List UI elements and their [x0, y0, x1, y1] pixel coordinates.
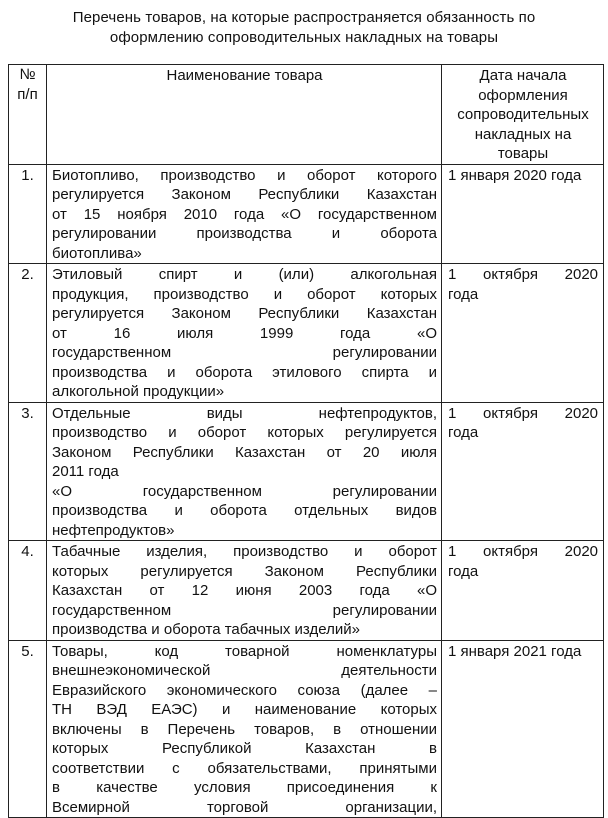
row-name-line: соответствии с обязательствами, принятыми: [52, 759, 437, 777]
table-row: [9, 541, 604, 641]
row-number: 5.: [9, 640, 47, 818]
row-name-line: производства и оборота табачных изделий»: [52, 621, 360, 638]
row-name-line: Табачные изделия, производство и оборот: [52, 543, 437, 560]
row-date-line: 1 января 2021 года: [448, 642, 582, 660]
row-name-line: производство и оборот которых регулируется: [52, 424, 437, 441]
header-date-line: сопроводительных: [457, 106, 589, 123]
row-date: [442, 402, 604, 541]
row-name-line: Отдельные виды нефтепродуктов,: [52, 404, 437, 422]
row-name-line: Евразийского экономического союза (далее –: [52, 681, 437, 699]
row-date-line: 1 октября 2020: [448, 543, 598, 560]
row-name-line: 2011 года: [52, 463, 119, 480]
header-date: [442, 65, 604, 165]
row-name-line: производства и оборота отдельных видов: [52, 502, 437, 519]
header-date-line: товары: [497, 145, 549, 162]
row-date: [442, 264, 604, 403]
header-number-line-1: №: [19, 66, 36, 83]
row-date-line: 1 октября 2020: [448, 404, 598, 422]
header-date-line: Дата начала: [479, 67, 567, 84]
header-name: Наименование товара: [47, 65, 442, 165]
row-name: [47, 640, 442, 818]
row-name-line: нефтепродуктов»: [52, 521, 175, 539]
goods-table: [8, 64, 604, 818]
header-number: [9, 65, 47, 165]
row-name-line: биотоплива»: [52, 244, 142, 262]
row-name-line: в качестве условия присоединения к: [52, 779, 437, 796]
header-number-line-2: п/п: [17, 85, 38, 103]
row-number: 2.: [9, 264, 47, 403]
row-name: [47, 402, 442, 541]
row-name-line: государственном регулировании: [52, 344, 437, 361]
row-date: [442, 164, 604, 264]
row-date-line: года: [448, 562, 479, 580]
row-name: [47, 264, 442, 403]
row-name-line: которых Республикой Казахстан в: [52, 740, 437, 757]
row-name-line: Законом Республики Казахстан от 20 июля: [52, 443, 437, 461]
row-number: 4.: [9, 541, 47, 641]
row-name-line: которых регулируется Законом Республики: [52, 562, 437, 580]
row-name-line: от 15 ноября 2010 года «О государственном: [52, 205, 437, 223]
row-date-line: года: [448, 424, 479, 441]
row-name-line: производства и оборота этилового спирта и: [52, 363, 437, 381]
row-name: [47, 164, 442, 264]
title-line-2: оформлению сопроводительных накладных на товары: [109, 29, 499, 46]
row-date: [442, 541, 604, 641]
header-date-line: оформления: [478, 86, 568, 104]
row-name-line: алкогольной продукции»: [52, 383, 225, 400]
row-number: 1.: [9, 164, 47, 264]
row-name-line: включены в Перечень товаров, в отношении: [52, 720, 437, 738]
row-name-line: Биотопливо, производство и оборот которого: [52, 166, 437, 184]
row-name-line: Казахстан от 12 июня 2003 года «О: [52, 582, 437, 599]
row-name-line: ТН ВЭД ЕАЭС) и наименование которых: [52, 701, 437, 718]
header-date-line: накладных на: [474, 125, 572, 143]
table-row: [9, 402, 604, 541]
row-name-line: продукция, производство и оборот которых: [52, 285, 437, 303]
row-name-line: Этиловый спирт и (или) алкогольная: [52, 266, 437, 283]
row-name-line: регулировании производства и оборота: [52, 225, 437, 242]
row-name-line: государственном регулировании: [52, 601, 437, 619]
table-header-row: [9, 65, 604, 165]
row-name-line: Товары, код товарной номенклатуры: [52, 642, 437, 660]
row-date-line: 1 января 2020 года: [448, 166, 582, 184]
row-name-line: регулируется Законом Республики Казахстан: [52, 305, 437, 322]
row-number: 3.: [9, 402, 47, 541]
row-name-line: «О государственном регулировании: [52, 482, 437, 500]
row-name: [47, 541, 442, 641]
row-name-line: от 16 июля 1999 года «О: [52, 324, 437, 342]
table-row: [9, 640, 604, 818]
row-date-line: года: [448, 285, 479, 303]
document-title: [0, 8, 608, 48]
row-name-line: регулируется Законом Республики Казахстан: [52, 186, 437, 203]
row-date: [442, 640, 604, 818]
row-date-line: 1 октября 2020: [448, 266, 598, 283]
table-row: [9, 264, 604, 403]
table-row: [9, 164, 604, 264]
row-name-line: внешнеэкономической деятельности: [52, 662, 437, 679]
row-name-line: Всемирной торговой организации,: [52, 798, 437, 816]
title-line-1: Перечень товаров, на которые распространяется обязанность по: [72, 9, 536, 26]
